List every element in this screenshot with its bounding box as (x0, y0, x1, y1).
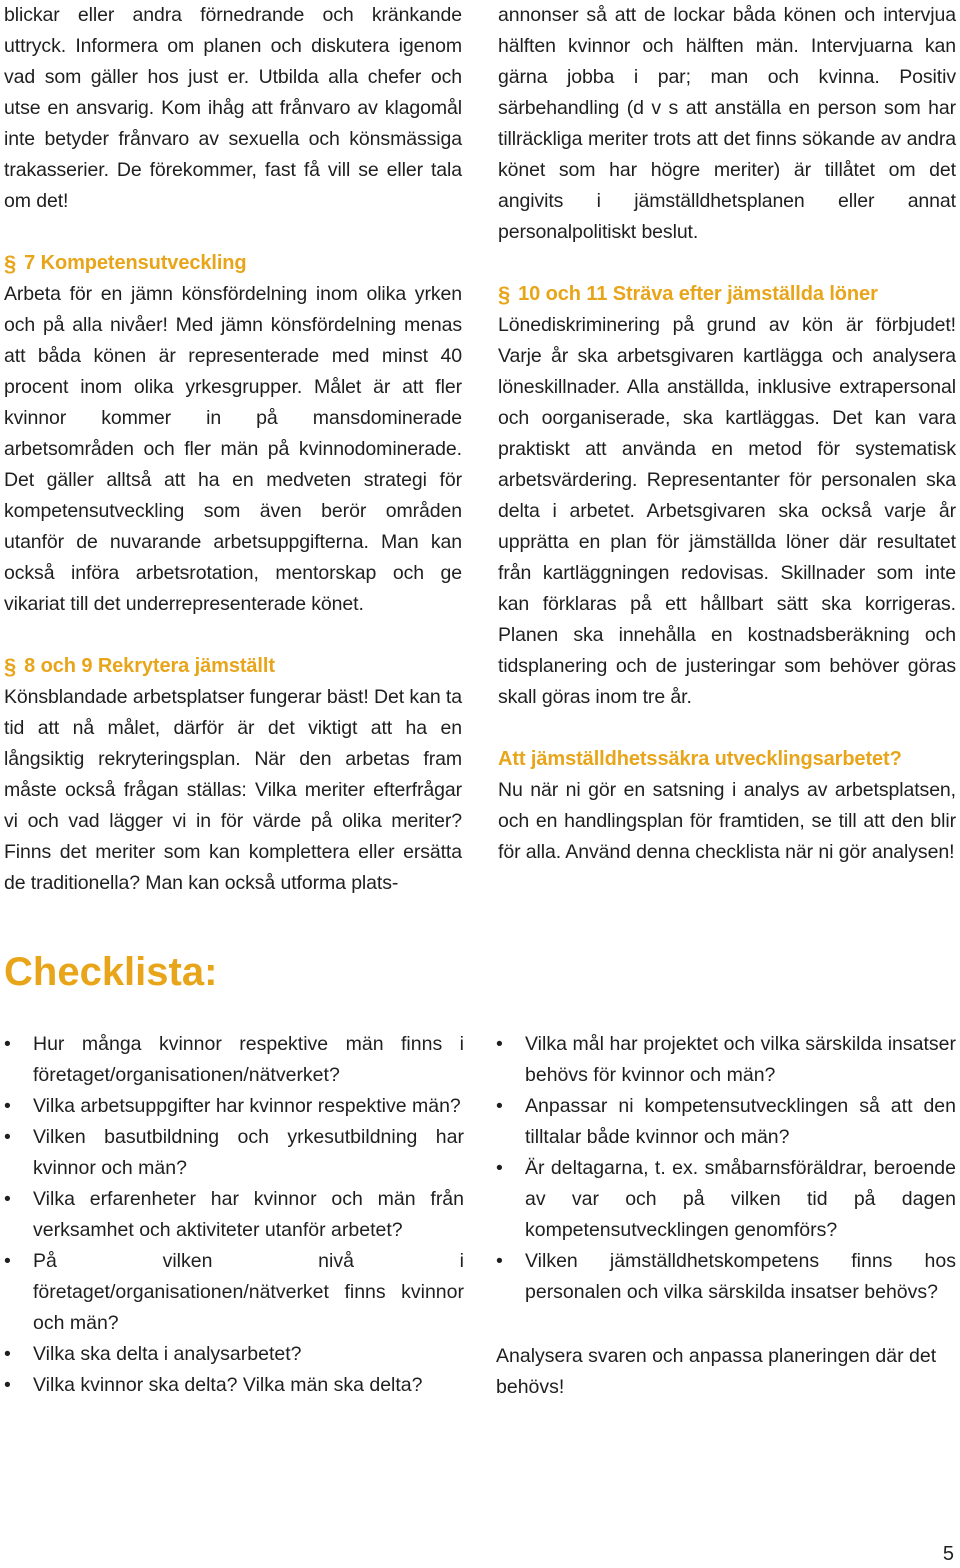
checklist-item: • Vilka erfarenheter har kvinnor och män från verksamhet och aktiviteter utanför arbetet? (4, 1184, 464, 1246)
checklist-item: • Vilken jämställdhetskompetens finns hos personalen och vilka särskilda insatser behövs? (496, 1246, 956, 1308)
section-10-heading (498, 279, 956, 310)
bullet-icon: • (4, 1126, 11, 1148)
right-intro-text: annonser så att de lockar båda könen och intervjua hälften kvinnor och hälften män. Intervjuarna kan gärna jobba i par; man och kvinna. Positiv särbehandling (d v s att anställa en person som har tillräckliga meriter trots att det finns sökande av andra könet som har högre meriter) är tillåtet om det angivits i jämställdhetsplanen eller annat personalpolitiskt beslut. (498, 4, 956, 243)
section-8-title: 8 och 9 Rekrytera jämställt (24, 655, 275, 677)
checklist-item: • Är deltagarna, t. ex. småbarnsföräldrar, beroende av var och på vilken tid på dagen kompetensutvecklingen genomförs? (496, 1153, 956, 1246)
bullet-icon: • (4, 1374, 11, 1396)
bullet-icon: • (496, 1157, 503, 1179)
checklist-item: • Vilka kvinnor ska delta? Vilka män ska delta? (4, 1370, 464, 1401)
equality-body: Nu när ni gör en satsning i analys av arbetsplatsen, och en handlingsplan för framtiden, se till att den blir för alla. Använd denna checklista när ni gör analysen! (498, 779, 956, 863)
checklist-item: • Vilken basutbildning och yrkesutbildning har kvinnor och män? (4, 1122, 464, 1184)
checklist-item: • Anpassar ni kompetensutvecklingen så att den tilltalar både kvinnor och män? (496, 1091, 956, 1153)
bullet-icon: • (4, 1095, 11, 1117)
section-7-heading (4, 248, 462, 279)
checklist-item: • Hur många kvinnor respektive män finns i företaget/organisationen/nätverket? (4, 1029, 464, 1091)
section-10-title: 10 och 11 Sträva efter jämställda löner (518, 283, 878, 305)
section-7-body: Arbeta för en jämn könsfördelning inom olika yrken och på alla nivåer! Med jämn könsfördelning menas att båda könen är representerade med minst 40 procent inom olika yrkesgrupper. Målet är att fler kvinnor kommer in på mansdominerade arbetsområden och fler män på kvinnodominerade. Det gäller alltså att ha en medveten strategi för kompetensutveckling som även berör områden utanför de nuvarande arbetsuppgifterna. Man kan också införa arbetsrotation, mentorskap och ge vikariat till det underrepresenterade könet. (4, 283, 462, 615)
checklist-item: • Vilka ska delta i analysarbetet? (4, 1339, 464, 1370)
page-number: 5 (942, 1543, 954, 1565)
checklist-left (4, 1029, 464, 1401)
bullet-icon: • (496, 1250, 503, 1272)
bullet-icon: • (4, 1033, 11, 1055)
paragraph-sign-icon: § (498, 282, 511, 307)
bullet-icon: • (4, 1188, 11, 1210)
bullet-icon: • (496, 1033, 503, 1055)
checklist-right (496, 1029, 956, 1308)
checklist-title: Checklista: (4, 950, 218, 994)
bullet-icon: • (496, 1095, 503, 1117)
section-10-body: Lönediskriminering på grund av kön är förbjudet! Varje år ska arbetsgivaren kartlägga och analysera löneskillnader. Alla anställda, inklusive extrapersonal och oorganiserade, ska kartläggas. Det kan vara praktiskt att använda en metod för systematisk arbetsvärdering. Representanter för personalen ska delta i arbetet. Arbetsgivaren ska också varje år upprätta en plan för jämställda löner där resultatet från kartläggningen redovisas. Skillnader som inte kan förklaras på ett hållbart sätt ska korrigeras. Planen ska innehålla en kostnadsberäkning och tidsplanering och de justeringar som behöver göras skall göras inom tre år. (498, 314, 956, 708)
paragraph-sign-icon: § (4, 654, 17, 679)
equality-heading: Att jämställdhetssäkra utvecklingsarbetet? (498, 748, 902, 770)
checklist-item: • Vilka mål har projektet och vilka särskilda insatser behövs för kvinnor och män? (496, 1029, 956, 1091)
section-8-heading (4, 651, 462, 682)
checklist-item: • Vilka arbetsuppgifter har kvinnor respektive män? (4, 1091, 464, 1122)
bullet-icon: • (4, 1250, 11, 1272)
right-column (498, 0, 956, 868)
section-7-title: 7 Kompetensutveckling (24, 252, 247, 274)
left-column (4, 0, 462, 899)
paragraph-sign-icon: § (4, 251, 17, 276)
bullet-icon: • (4, 1343, 11, 1365)
section-8-body: Könsblandade arbetsplatser fungerar bäst! Det kan ta tid att nå målet, därför är det viktigt att ha en långsiktig rekryteringsplan. När den arbetas fram måste också frågan ställas: Vilka meriter efterfrågar vi och vad lägger vi in för värde på olika meriter? Finns det meriter som kan komplettera eller ersätta de traditionella? Man kan också utforma plats- (4, 686, 462, 894)
left-intro-text: blickar eller andra förnedrande och kränkande uttryck. Informera om planen och diskutera igenom vad som gäller hos just er. Utbilda alla chefer och utse en ansvarig. Kom ihåg att frånvaro av klagomål inte betyder frånvaro av sexuella och könsmässiga trakasserier. De förekommer, fast få vill se eller tala om det! (4, 4, 462, 212)
checklist-item: • På vilken nivå i företaget/organisationen/nätverket finns kvinnor och män? (4, 1246, 464, 1339)
checklist-closing-text: Analysera svaren och anpassa planeringen där det behövs! (496, 1345, 937, 1398)
